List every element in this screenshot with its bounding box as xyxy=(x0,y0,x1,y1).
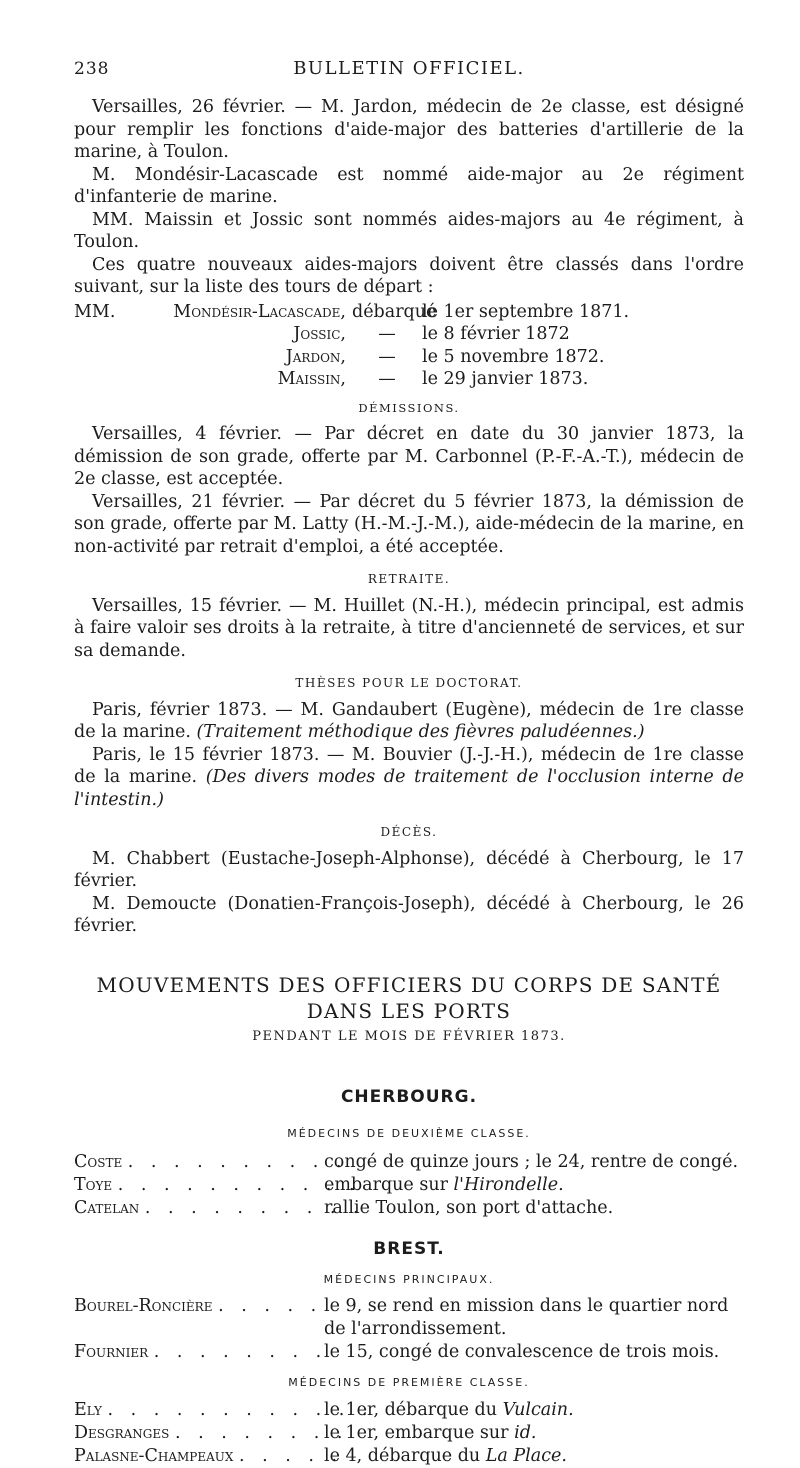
departure-name: Maissin, xyxy=(277,369,346,389)
paragraph-retraite-huillet: Versailles, 15 février. — M. Huillet (N.-H.), médecin principal, est admis à faire valoir ses droits à la retraite, à titre d'ancienneté de services, et sur sa demande. xyxy=(74,595,744,661)
departure-date: le 8 février 1872 xyxy=(422,324,570,344)
departure-mark: débarqué xyxy=(352,301,437,322)
these-bouvier-text: Paris, le 15 février 1873. — M. Bouvier (J.-J.-H.), médecin de 1re classe de la marine. xyxy=(74,744,744,787)
movement-text xyxy=(324,1422,744,1445)
departure-prefix xyxy=(74,368,169,391)
category-heading: MÉDECINS DE PREMIÈRE CLASSE. xyxy=(288,1376,530,1389)
city-heading-brest: BREST. xyxy=(373,1239,445,1259)
departure-prefix xyxy=(74,323,169,346)
movement-text xyxy=(324,1399,744,1422)
officer-name-text: Toye xyxy=(74,1175,113,1195)
movement-text: le 15, congé de convalescence de trois mois. xyxy=(324,1342,720,1362)
movement-text-plain: le 4, débarque du xyxy=(324,1445,486,1466)
these-gandaubert-title: (Traitement méthodique des fièvres paludéennes.) xyxy=(196,722,645,742)
departure-row xyxy=(74,346,744,369)
these-gandaubert-text: Paris, février 1873. — M. Gandaubert (Eugène), médecin de 1re classe de la marine. xyxy=(74,699,744,742)
departure-row xyxy=(74,323,744,346)
list-item xyxy=(74,1422,744,1445)
list-item xyxy=(74,1197,744,1220)
heading-deces: DÉCÈS. xyxy=(380,825,438,839)
officer-name-text: Desgranges xyxy=(74,1422,170,1443)
leader-dots: . . . . . xyxy=(218,1296,323,1316)
paragraph-deces-demoucte: M. Demoucte (Donatien-François-Joseph), décédé à Cherbourg, le 26 février. xyxy=(74,893,744,936)
officer-name-text: Coste xyxy=(74,1152,123,1172)
leader-dots: . . . . . . . . xyxy=(153,1342,328,1362)
category-heading: MÉDECINS DE DEUXIÈME CLASSE. xyxy=(287,1126,531,1140)
paragraph-nomination-jardon: Versailles, 26 février. — M. Jardon, médecin de 2e classe, est désigné pour remplir les fonctions d'aide-major des batteries d'artillerie de la marine, à Toulon. xyxy=(74,97,744,162)
ship-name: La Place. xyxy=(485,1445,567,1466)
departure-mark: — xyxy=(378,369,396,389)
movements-subtitle: PENDANT LE MOIS DE FÉVRIER 1873. xyxy=(252,1028,566,1044)
category-heading: MÉDECINS PRINCIPAUX. xyxy=(323,1272,495,1286)
paragraph-demission-latty: Versailles, 21 février. — Par décret du 5 février 1873, la démission de son grade, offerte par M. Latty (H.-M.-J.-M.), aide-médecin de la marine, en non-activité par retrait d'emploi, a été acceptée. xyxy=(74,491,744,557)
officer-name xyxy=(74,1151,348,1174)
officer-name-text: Catelan xyxy=(74,1198,140,1218)
officer-name xyxy=(74,1295,324,1341)
heading-retraite: RETRAITE. xyxy=(367,572,451,586)
list-item xyxy=(74,1174,744,1197)
leader-dots: . . . . . xyxy=(239,1445,344,1466)
ship-name: l'Hirondelle. xyxy=(453,1175,564,1195)
officer-name-text: Fournier xyxy=(74,1342,149,1362)
paragraph-demission-carbonnel: Versailles, 4 février. — Par décret en date du 30 janvier 1873, la démission de son grade, offerte par M. Carbonnel (P.-F.-A.-T.), médecin de 2e classe, est acceptée. xyxy=(74,424,744,489)
departure-name: Jardon, xyxy=(285,346,346,367)
heading-theses: THÈSES POUR LE DOCTORAT. xyxy=(295,676,523,690)
departure-name: Jossic, xyxy=(293,324,346,344)
paragraph-nomination-maissin-jossic: MM. Maissin et Jossic sont nommés aides-majors au 4e régiment, à Toulon. xyxy=(74,209,744,252)
ship-name: id. xyxy=(514,1422,537,1443)
departure-list xyxy=(74,301,744,391)
paragraph-classement: Ces quatre nouveaux aides-majors doivent être classés dans l'ordre suivant, sur la liste des tours de départ : xyxy=(74,254,744,297)
movement-text: le 9, se rend en mission dans le quartier nord de l'arrondissement. xyxy=(324,1296,729,1339)
officer-name xyxy=(74,1445,344,1468)
list-item xyxy=(74,1295,744,1341)
departure-date: le 1er septembre 1871. xyxy=(422,301,630,322)
these-bouvier-title: (Des divers modes de traitement de l'occlusion interne de l'intestin.) xyxy=(74,767,744,810)
running-title: BULLETIN OFFICIEL. xyxy=(293,58,525,79)
departure-date: le 5 novembre 1872. xyxy=(422,346,605,367)
officer-name-text: Bourel-Roncière xyxy=(74,1296,213,1316)
officer-name xyxy=(74,1422,349,1445)
officer-name xyxy=(74,1341,328,1364)
list-item xyxy=(74,1151,744,1174)
movement-text-plain: le 1er, débarque du xyxy=(324,1399,503,1420)
heading-demissions: DÉMISSIONS. xyxy=(358,400,460,415)
ship-name: Vulcain. xyxy=(502,1399,574,1420)
leader-dots: . . . . . . . . . . xyxy=(127,1152,348,1172)
city-heading-cherbourg: CHERBOURG. xyxy=(340,1087,478,1107)
departure-mark: — xyxy=(378,346,396,367)
departure-date: le 29 janvier 1873. xyxy=(422,369,589,389)
movement-text xyxy=(324,1174,744,1197)
leader-dots: . . . . . . . . . . . xyxy=(117,1175,361,1195)
departure-row xyxy=(74,301,744,324)
officer-name xyxy=(74,1174,361,1197)
list-item xyxy=(74,1445,744,1468)
officer-name xyxy=(74,1399,374,1422)
departure-prefix: MM. xyxy=(74,301,116,322)
officer-name-text: Palasne-Champeaux xyxy=(74,1445,234,1466)
list-item xyxy=(74,1341,744,1364)
departure-row xyxy=(74,368,744,391)
departure-name: Mondésir-Lacascade, xyxy=(173,301,346,322)
officer-name-text: Ely xyxy=(74,1399,102,1420)
movement-text: rallie Toulon, son port d'attache. xyxy=(324,1198,614,1218)
list-item xyxy=(74,1399,744,1422)
paragraph-nomination-mondesir: M. Mondésir-Lacascade est nommé aide-major au 2e régiment d'infanterie de marine. xyxy=(74,164,744,207)
movement-text-plain: le 1er, embarque sur xyxy=(324,1422,515,1443)
leader-dots: . . . . . . . . xyxy=(174,1422,349,1443)
paragraph-these-gandaubert xyxy=(74,699,744,744)
paragraph-these-bouvier xyxy=(74,744,744,812)
page-number: 238 xyxy=(74,59,110,79)
movement-text xyxy=(324,1445,744,1468)
movement-text-plain: embarque sur xyxy=(324,1175,454,1195)
movements-title: MOUVEMENTS DES OFFICIERS DU CORPS DE SANTÉ DANS LES PORTS xyxy=(96,972,722,1023)
paragraph-deces-chabbert: M. Chabbert (Eustache-Joseph-Alphonse), décédé à Cherbourg, le 17 février. xyxy=(74,848,744,891)
movement-text: congé de quinze jours ; le 24, rentre de congé. xyxy=(324,1152,739,1172)
leader-dots: . . . . . . . . . . xyxy=(144,1198,365,1218)
leader-dots: . . . . . . . . . . . . xyxy=(107,1399,374,1420)
page-header xyxy=(74,58,744,86)
departure-prefix xyxy=(74,346,169,369)
departure-mark: — xyxy=(378,324,396,344)
officer-name xyxy=(74,1197,365,1220)
